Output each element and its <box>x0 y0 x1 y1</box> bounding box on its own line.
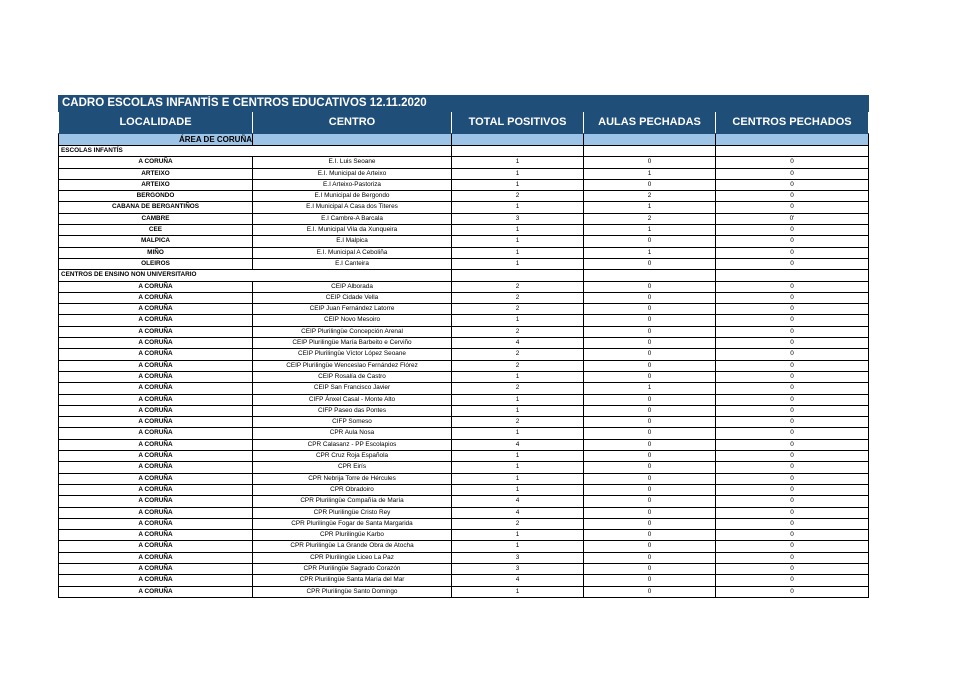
cell-centros-pechados: 0 <box>716 338 869 349</box>
cell-aulas-pechadas: 0 <box>584 586 716 597</box>
table-row <box>59 326 869 337</box>
cell-centros-pechados: 0 <box>716 349 869 360</box>
cell-centros-pechados: 0 <box>716 563 869 574</box>
cell-centro: CEIP San Francisco Javier <box>253 383 452 394</box>
cell-localidade: OLEIROS <box>59 258 253 269</box>
cell-centros-pechados: 0 <box>716 371 869 382</box>
cell-aulas-pechadas: 0 <box>584 484 716 495</box>
cell-aulas-pechadas: 0 <box>584 518 716 529</box>
cell-centro: CEIP Plurilingüe María Barbeito e Cerviño <box>253 338 452 349</box>
cell-centro: CIFP Someso <box>253 417 452 428</box>
cell-centro: E.I. Luis Seoane <box>253 157 452 168</box>
cell-centros-pechados: 0 <box>716 586 869 597</box>
cell-localidade: A CORUÑA <box>59 484 253 495</box>
column-header-aulas-pechadas: AULAS PECHADAS <box>584 112 716 134</box>
cell-centros-pechados: 0 <box>716 292 869 303</box>
cell-localidade: A CORUÑA <box>59 157 253 168</box>
cell-centro: CEIP Plurilingüe Víctor López Seoane <box>253 349 452 360</box>
cell-total-positivos: 3 <box>452 563 584 574</box>
cell-total-positivos: 4 <box>452 496 584 507</box>
cell-localidade: A CORUÑA <box>59 552 253 563</box>
column-header-total-positivos: TOTAL POSITIVOS <box>452 112 584 134</box>
cell-centro: CEIP Novo Mesoiro <box>253 315 452 326</box>
table-row <box>59 417 869 428</box>
section-blank-cell <box>452 270 584 281</box>
table-row <box>59 315 869 326</box>
cell-centro: E.I Arteixo-Pastoriza <box>253 179 452 190</box>
header-row <box>59 112 869 134</box>
cell-centros-pechados: 0 <box>716 360 869 371</box>
cell-aulas-pechadas: 0 <box>584 473 716 484</box>
cell-localidade: CEE <box>59 225 253 236</box>
cell-total-positivos: 2 <box>452 304 584 315</box>
area-blank-cell <box>584 134 716 146</box>
table-row <box>59 586 869 597</box>
cell-centro: CEIP Cidade Vella <box>253 292 452 303</box>
table-row <box>59 338 869 349</box>
cell-total-positivos: 1 <box>452 202 584 213</box>
cell-centros-pechados: 0 <box>716 326 869 337</box>
cell-aulas-pechadas: 0 <box>584 371 716 382</box>
cell-localidade: A CORUÑA <box>59 338 253 349</box>
table-row <box>59 394 869 405</box>
cell-aulas-pechadas: 0 <box>584 563 716 574</box>
cell-centros-pechados: 0 <box>716 507 869 518</box>
cell-total-positivos: 2 <box>452 360 584 371</box>
cell-centro: CPR Plurilingüe Compañía de María <box>253 496 452 507</box>
cell-total-positivos: 4 <box>452 439 584 450</box>
cell-aulas-pechadas: 0 <box>584 428 716 439</box>
cell-aulas-pechadas: 0 <box>584 338 716 349</box>
table-row <box>59 552 869 563</box>
cell-localidade: MALPICA <box>59 236 253 247</box>
cell-localidade: A CORUÑA <box>59 462 253 473</box>
section-row <box>59 146 869 157</box>
cell-total-positivos: 1 <box>452 462 584 473</box>
cell-centros-pechados: 0' <box>716 213 869 224</box>
cell-centro: CPR Eirís <box>253 462 452 473</box>
table-row <box>59 349 869 360</box>
cell-centro: CPR Aula Nosa <box>253 428 452 439</box>
cell-localidade: A CORUÑA <box>59 586 253 597</box>
cell-localidade: A CORUÑA <box>59 507 253 518</box>
cell-localidade: A CORUÑA <box>59 360 253 371</box>
cell-total-positivos: 2 <box>452 349 584 360</box>
table-row <box>59 281 869 292</box>
table-title: CADRO ESCOLAS INFANTÍS E CENTROS EDUCATIVOS 12.11.2020 <box>59 96 584 112</box>
cell-centro: CEIP Juan Fernández Latorre <box>253 304 452 315</box>
cell-centros-pechados: 0 <box>716 179 869 190</box>
cell-centros-pechados: 0 <box>716 496 869 507</box>
cell-total-positivos: 4 <box>452 575 584 586</box>
cell-localidade: A CORUÑA <box>59 304 253 315</box>
cell-aulas-pechadas: 0 <box>584 405 716 416</box>
cell-centro: CPR Plurilingüe Santo Domingo <box>253 586 452 597</box>
cell-centros-pechados: 0 <box>716 258 869 269</box>
cell-aulas-pechadas: 0 <box>584 451 716 462</box>
title-row <box>59 96 869 112</box>
cell-localidade: A CORUÑA <box>59 281 253 292</box>
cell-centros-pechados: 0 <box>716 236 869 247</box>
cell-localidade: CAMBRE <box>59 213 253 224</box>
cell-aulas-pechadas: 0 <box>584 236 716 247</box>
cell-centro: E.I. Municipal de Arteixo <box>253 168 452 179</box>
cell-centros-pechados: 0 <box>716 552 869 563</box>
cell-localidade: A CORUÑA <box>59 563 253 574</box>
cell-localidade: BERGONDO <box>59 191 253 202</box>
cell-total-positivos: 1 <box>452 236 584 247</box>
cell-localidade: A CORUÑA <box>59 405 253 416</box>
cell-centros-pechados: 0 <box>716 304 869 315</box>
cell-total-positivos: 1 <box>452 428 584 439</box>
cell-centro: CEIP Plurilingüe Concepción Arenal <box>253 326 452 337</box>
table-row <box>59 179 869 190</box>
table-row <box>59 292 869 303</box>
cell-aulas-pechadas: 0 <box>584 326 716 337</box>
cell-centro: CPR Plurilingüe La Grande Obra de Atocha <box>253 541 452 552</box>
cell-centro: E.I Municipal de Bergondo <box>253 191 452 202</box>
cell-centro: CPR Cruz Roja Española <box>253 451 452 462</box>
cell-total-positivos: 1 <box>452 530 584 541</box>
cell-aulas-pechadas: 0 <box>584 394 716 405</box>
cell-centros-pechados: 0 <box>716 541 869 552</box>
section-blank-cell <box>452 146 584 157</box>
cell-aulas-pechadas: 0 <box>584 179 716 190</box>
cell-centro: CIFP Paseo das Pontes <box>253 405 452 416</box>
cell-aulas-pechadas: 2 <box>584 191 716 202</box>
cell-centro: E.I. Municipal A Ceboliña <box>253 247 452 258</box>
cell-total-positivos: 1 <box>452 315 584 326</box>
cell-centro: CPR Plurilingüe Sagrado Corazón <box>253 563 452 574</box>
cell-localidade: A CORUÑA <box>59 371 253 382</box>
table-row <box>59 225 869 236</box>
cell-aulas-pechadas: 0 <box>584 157 716 168</box>
cell-total-positivos: 1 <box>452 258 584 269</box>
cell-centro: CEIP Plurilingüe Wenceslao Fernández Flórez <box>253 360 452 371</box>
cell-aulas-pechadas: 0 <box>584 281 716 292</box>
cell-centros-pechados: 0 <box>716 202 869 213</box>
table-row <box>59 575 869 586</box>
cell-centros-pechados: 0 <box>716 168 869 179</box>
cell-aulas-pechadas: 0 <box>584 315 716 326</box>
column-header-centros-pechados: CENTROS PECHADOS <box>716 112 869 134</box>
table-row <box>59 462 869 473</box>
cell-aulas-pechadas: 0 <box>584 530 716 541</box>
cell-total-positivos: 1 <box>452 247 584 258</box>
table-row <box>59 507 869 518</box>
cell-total-positivos: 1 <box>452 451 584 462</box>
cell-localidade: A CORUÑA <box>59 417 253 428</box>
cell-total-positivos: 1 <box>452 484 584 495</box>
cell-aulas-pechadas: 0 <box>584 439 716 450</box>
area-row <box>59 134 869 146</box>
cell-centro: CPR Plurilingüe Fogar de Santa Margarida <box>253 518 452 529</box>
cell-total-positivos: 1 <box>452 586 584 597</box>
title-blank-cell <box>716 96 869 112</box>
cell-aulas-pechadas: 0 <box>584 349 716 360</box>
table-row <box>59 383 869 394</box>
title-blank-cell <box>584 96 716 112</box>
table-row <box>59 473 869 484</box>
cell-aulas-pechadas: 0 <box>584 304 716 315</box>
cell-localidade: A CORUÑA <box>59 451 253 462</box>
cell-total-positivos: 1 <box>452 157 584 168</box>
cell-aulas-pechadas: 0 <box>584 360 716 371</box>
section-row <box>59 270 869 281</box>
cell-localidade: A CORUÑA <box>59 439 253 450</box>
cell-localidade: A CORUÑA <box>59 473 253 484</box>
cell-total-positivos: 1 <box>452 168 584 179</box>
cell-localidade: A CORUÑA <box>59 530 253 541</box>
cell-localidade: A CORUÑA <box>59 326 253 337</box>
area-label: ÁREA DE CORUÑA <box>59 134 253 146</box>
cell-aulas-pechadas: 0 <box>584 417 716 428</box>
cell-aulas-pechadas: 1 <box>584 383 716 394</box>
section-blank-cell <box>716 270 869 281</box>
cell-centro: CIFP Ánxel Casal - Monte Alto <box>253 394 452 405</box>
section-blank-cell <box>716 146 869 157</box>
table-row <box>59 484 869 495</box>
table-row <box>59 157 869 168</box>
table-row <box>59 451 869 462</box>
cell-centros-pechados: 0 <box>716 191 869 202</box>
cell-centro: E.I Malpica <box>253 236 452 247</box>
cell-localidade: A CORUÑA <box>59 315 253 326</box>
table-row <box>59 518 869 529</box>
cell-total-positivos: 2 <box>452 191 584 202</box>
cell-localidade: A CORUÑA <box>59 518 253 529</box>
cell-centros-pechados: 0 <box>716 394 869 405</box>
cell-centros-pechados: 0 <box>716 473 869 484</box>
table-row <box>59 541 869 552</box>
cell-centros-pechados: 0 <box>716 439 869 450</box>
cell-total-positivos: 2 <box>452 292 584 303</box>
schools-table <box>58 95 869 598</box>
table-row <box>59 247 869 258</box>
table-row <box>59 563 869 574</box>
cell-total-positivos: 1 <box>452 541 584 552</box>
cell-localidade: ARTEIXO <box>59 179 253 190</box>
column-header-centro: CENTRO <box>253 112 452 134</box>
cell-total-positivos: 1 <box>452 405 584 416</box>
cell-total-positivos: 4 <box>452 507 584 518</box>
table-row <box>59 202 869 213</box>
cell-localidade: CABANA DE BERGANTIÑOS <box>59 202 253 213</box>
table-row <box>59 168 869 179</box>
cell-localidade: A CORUÑA <box>59 383 253 394</box>
cell-aulas-pechadas: 0 <box>584 575 716 586</box>
cell-centros-pechados: 0 <box>716 315 869 326</box>
cell-centro: CPR Obradoiro <box>253 484 452 495</box>
cell-centros-pechados: 0 <box>716 281 869 292</box>
cell-aulas-pechadas: 1 <box>584 247 716 258</box>
cell-total-positivos: 1 <box>452 473 584 484</box>
cell-centros-pechados: 0 <box>716 518 869 529</box>
table-row <box>59 371 869 382</box>
cell-centro: CPR Calasanz - PP Escolapios <box>253 439 452 450</box>
cell-total-positivos: 1 <box>452 225 584 236</box>
cell-centros-pechados: 0 <box>716 530 869 541</box>
cell-aulas-pechadas: 0 <box>584 292 716 303</box>
cell-total-positivos: 4 <box>452 338 584 349</box>
section-blank-cell <box>584 146 716 157</box>
cell-centro: CPR Plurilingüe Santa María del Mar <box>253 575 452 586</box>
cell-total-positivos: 1 <box>452 394 584 405</box>
cell-total-positivos: 2 <box>452 383 584 394</box>
table-row <box>59 304 869 315</box>
area-blank-cell <box>452 134 584 146</box>
area-blank-cell <box>253 134 452 146</box>
cell-total-positivos: 1 <box>452 179 584 190</box>
cell-centro: E.I. Municipal Vila da Xunqueira <box>253 225 452 236</box>
table-row <box>59 191 869 202</box>
cell-centros-pechados: 0 <box>716 462 869 473</box>
table-row <box>59 405 869 416</box>
spreadsheet-page <box>58 95 868 598</box>
cell-localidade: MIÑO <box>59 247 253 258</box>
cell-centros-pechados: 0 <box>716 225 869 236</box>
cell-centros-pechados: 0 <box>716 417 869 428</box>
cell-centro: CPR Plurilingüe Karbo <box>253 530 452 541</box>
cell-localidade: ARTEIXO <box>59 168 253 179</box>
cell-centros-pechados: 0 <box>716 247 869 258</box>
cell-aulas-pechadas: 0 <box>584 552 716 563</box>
cell-centro: CPR Nebrija Torre de Hércules <box>253 473 452 484</box>
cell-centros-pechados: 0 <box>716 451 869 462</box>
cell-localidade: A CORUÑA <box>59 428 253 439</box>
cell-total-positivos: 2 <box>452 326 584 337</box>
cell-centro: E.I Cambre-A Barcala <box>253 213 452 224</box>
cell-localidade: A CORUÑA <box>59 349 253 360</box>
cell-centros-pechados: 0 <box>716 575 869 586</box>
cell-centros-pechados: 0 <box>716 405 869 416</box>
cell-total-positivos: 3 <box>452 213 584 224</box>
cell-localidade: A CORUÑA <box>59 575 253 586</box>
cell-total-positivos: 1 <box>452 371 584 382</box>
table-row <box>59 236 869 247</box>
table-row <box>59 258 869 269</box>
cell-aulas-pechadas: 0 <box>584 507 716 518</box>
cell-localidade: A CORUÑA <box>59 541 253 552</box>
section-label: CENTROS DE ENSINO NON UNIVERSITARIO <box>59 270 452 281</box>
cell-centro: CPR Plurilingüe Liceo La Paz <box>253 552 452 563</box>
cell-aulas-pechadas: 1 <box>584 225 716 236</box>
cell-localidade: A CORUÑA <box>59 292 253 303</box>
cell-total-positivos: 2 <box>452 518 584 529</box>
cell-total-positivos: 2 <box>452 281 584 292</box>
cell-centros-pechados: 0 <box>716 484 869 495</box>
table-row <box>59 530 869 541</box>
cell-aulas-pechadas: 0 <box>584 541 716 552</box>
table-row <box>59 496 869 507</box>
cell-aulas-pechadas: 1 <box>584 202 716 213</box>
cell-total-positivos: 3 <box>452 552 584 563</box>
cell-aulas-pechadas: 1 <box>584 168 716 179</box>
cell-localidade: A CORUÑA <box>59 496 253 507</box>
cell-aulas-pechadas: 0 <box>584 496 716 507</box>
cell-centro: CPR Plurilingüe Cristo Rey <box>253 507 452 518</box>
cell-total-positivos: 2 <box>452 417 584 428</box>
table-row <box>59 360 869 371</box>
table-row <box>59 439 869 450</box>
table-row <box>59 428 869 439</box>
cell-centros-pechados: 0 <box>716 157 869 168</box>
cell-centro: E.I Canteira <box>253 258 452 269</box>
cell-aulas-pechadas: 0 <box>584 258 716 269</box>
cell-centro: E.I Municipal A Casa dos Titeres <box>253 202 452 213</box>
table-row <box>59 213 869 224</box>
cell-localidade: A CORUÑA <box>59 394 253 405</box>
section-label: ESCOLAS INFANTÍS <box>59 146 452 157</box>
cell-centros-pechados: 0 <box>716 428 869 439</box>
cell-centro: CEIP Alborada <box>253 281 452 292</box>
cell-aulas-pechadas: 2 <box>584 213 716 224</box>
section-blank-cell <box>584 270 716 281</box>
cell-aulas-pechadas: 0 <box>584 462 716 473</box>
column-header-localidade: LOCALIDADE <box>59 112 253 134</box>
area-blank-cell <box>716 134 869 146</box>
cell-centros-pechados: 0 <box>716 383 869 394</box>
cell-centro: CEIP Rosalía de Castro <box>253 371 452 382</box>
